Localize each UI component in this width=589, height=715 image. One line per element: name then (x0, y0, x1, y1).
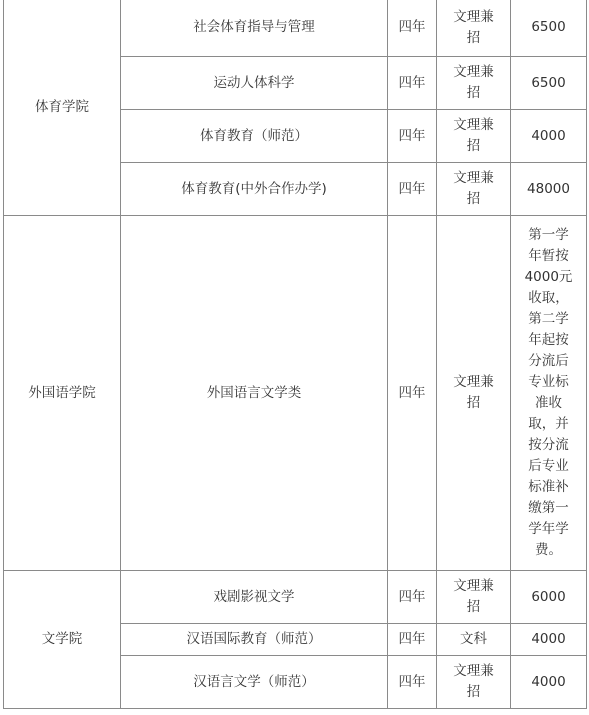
major-cell: 体育教育（师范） (121, 110, 388, 163)
table-row (4, 571, 587, 624)
type-cell (437, 57, 511, 110)
table-row (4, 0, 587, 57)
college-cell: 外国语学院 (4, 216, 121, 571)
type-text: 文理兼招 (453, 170, 494, 207)
college-cell: 文学院 (4, 571, 121, 709)
major-cell: 汉语言文学（师范） (121, 656, 388, 709)
major-cell: 运动人体科学 (121, 57, 388, 110)
type-cell (437, 656, 511, 709)
fee-cell: 6500 (511, 0, 587, 57)
type-text: 文理兼招 (453, 374, 494, 411)
fee-cell: 6500 (511, 57, 587, 110)
fee-cell: 4000 (511, 110, 587, 163)
duration-cell: 四年 (388, 110, 437, 163)
major-cell: 外国语言文学类 (121, 216, 388, 571)
duration-cell: 四年 (388, 624, 437, 656)
fee-cell: 4000 (511, 624, 587, 656)
fee-table (3, 0, 587, 709)
major-cell: 社会体育指导与管理 (121, 0, 388, 57)
type-text: 文理兼招 (453, 64, 494, 101)
duration-cell: 四年 (388, 57, 437, 110)
college-cell: 体育学院 (4, 0, 121, 216)
fee-cell: 4000 (511, 656, 587, 709)
fee-cell (511, 216, 587, 571)
type-text: 文理兼招 (453, 117, 494, 154)
type-text: 文理兼招 (453, 8, 494, 46)
duration-cell: 四年 (388, 571, 437, 624)
type-cell (437, 216, 511, 571)
major-cell: 戏剧影视文学 (121, 571, 388, 624)
type-cell (437, 571, 511, 624)
type-text: 文理兼招 (453, 578, 494, 615)
duration-cell: 四年 (388, 656, 437, 709)
type-cell (437, 110, 511, 163)
fee-cell: 48000 (511, 163, 587, 216)
duration-cell: 四年 (388, 0, 437, 57)
type-cell: 文科 (437, 624, 511, 656)
fee-note-text: 第一学年暂按4000元收取，第二学年起按分流后专业标准收取，并按分流后专业标准补缴第一学年学费。 (524, 227, 573, 558)
major-cell: 体育教育(中外合作办学) (121, 163, 388, 216)
type-text: 文理兼招 (453, 663, 494, 700)
fee-cell: 6000 (511, 571, 587, 624)
duration-cell: 四年 (388, 216, 437, 571)
duration-cell: 四年 (388, 163, 437, 216)
table-row (4, 216, 587, 571)
major-cell: 汉语国际教育（师范） (121, 624, 388, 656)
type-cell (437, 0, 511, 57)
type-cell (437, 163, 511, 216)
